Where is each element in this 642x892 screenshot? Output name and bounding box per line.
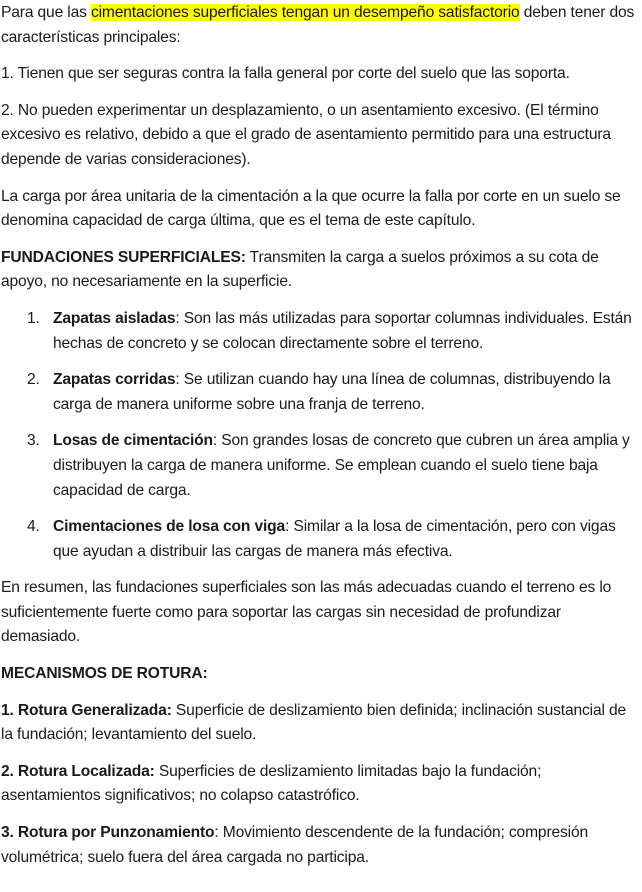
shallow-foundations-paragraph (1, 246, 642, 295)
list-text: : Se utilizan cuando hay una línea de columnas, distribuyendo la carga de manera uniforme sobre una franja de terreno. (53, 371, 611, 413)
shallow-foundations-text: Transmiten la carga a suelos próximos a su cota de apoyo, no necesariamente en la superficie. (1, 248, 599, 291)
list-text: : Similar a la losa de cimentación, pero con vigas que ayudan a distribuir las cargas de manera más efectiva. (53, 518, 616, 560)
failure-mechanisms-heading: MECANISMOS DE ROTURA: (1, 665, 208, 683)
list-item (1, 307, 642, 356)
list-item (1, 429, 642, 503)
requirement-1: 1. Tienen que ser seguras contra la falla general por corte del suelo que las soporta. (1, 65, 570, 83)
list-text: : Son grandes losas de concreto que cubren un área amplia y distribuyen la carga de manera uniforme. Se emplean cuando el suelo tiene baja capacidad de carga. (53, 432, 630, 499)
mechanism-text: : Movimiento descendente de la fundación; compresión volumétrica; suelo fuera del área cargada no participa. (1, 824, 589, 866)
list-term: Zapatas aisladas (53, 309, 176, 327)
list-text: : Son las más utilizadas para soportar columnas individuales. Están hechas de concreto y se colocan directamente sobre el terreno. (53, 309, 632, 352)
list-number: 3. (27, 432, 40, 450)
mechanism-term: 2. Rotura Localizada: (1, 762, 155, 780)
list-term: Losas de cimentación (53, 432, 213, 450)
list-term: Zapatas corridas (53, 371, 176, 389)
list-number: 4. (27, 518, 40, 536)
mechanism-text: Superficie de deslizamiento bien definida; inclinación sustancial de la fundación; levantamiento del suelo. (1, 701, 627, 744)
foundation-types-list (1, 307, 642, 564)
shallow-foundations-term: FUNDACIONES SUPERFICIALES: (1, 248, 246, 266)
intro-post: deben tener dos características principales: (1, 4, 635, 46)
list-item (1, 368, 642, 417)
mechanism-term: 1. Rotura Generalizada: (1, 701, 172, 719)
highlighted-text: cimentaciones superficiales tengan un desempeño satisfactorio (90, 4, 520, 21)
summary-paragraph: En resumen, las fundaciones superficiales son las más adecuadas cuando el terreno es lo suficientemente fuerte como para soportar las cargas sin necesidad de profundizar demasiado. (1, 579, 612, 646)
mechanism-term: 3. Rotura por Punzonamiento (1, 824, 215, 842)
intro-paragraph (1, 1, 642, 50)
list-number: 2. (27, 371, 40, 389)
intro-pre: Para que las (1, 4, 91, 21)
list-number: 1. (27, 309, 40, 327)
mechanism-item (1, 821, 642, 870)
requirement-2: 2. No pueden experimentar un desplazamiento, o un asentamiento excesivo. (El término excesivo es relativo, debido a que el grado de asentamiento permitido para una estructura depende de varias consideraciones). (1, 101, 611, 168)
list-term: Cimentaciones de losa con viga (53, 518, 286, 536)
mechanism-item (1, 760, 642, 809)
bearing-capacity-paragraph: La carga por área unitaria de la cimentación a la que ocurre la falla por corte en un suelo se denomina capacidad de carga última, que es el tema de este capítulo. (1, 187, 621, 230)
list-item (1, 515, 642, 564)
mechanism-item (1, 699, 642, 748)
mechanism-text: Superficies de deslizamiento limitadas bajo la fundación; asentamientos significativos; no colapso catastrófico. (1, 762, 542, 805)
